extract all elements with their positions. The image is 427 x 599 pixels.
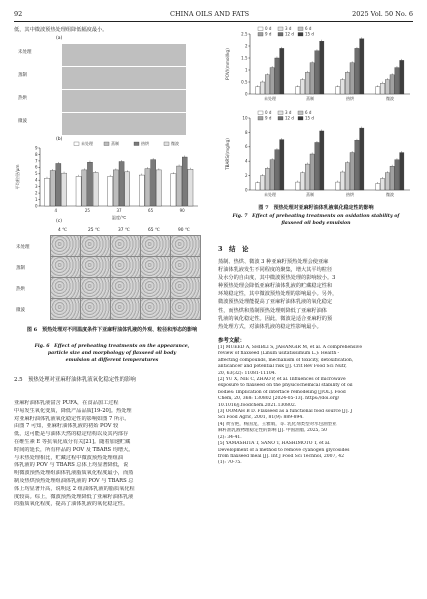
x-tick-label: 热烘 (346, 192, 354, 197)
micrograph-tile (80, 235, 111, 257)
x-tick-label: 25 (84, 208, 90, 213)
x-tick-label: 微波 (386, 192, 394, 197)
references-list (218, 345, 418, 467)
reference-line: Sci Food Agric, 2001, 81(9): 889-894. (218, 415, 304, 421)
bar (336, 182, 340, 190)
legend-swatch (298, 27, 303, 31)
photo-row-steamed (62, 67, 186, 89)
body-line: 制及热烘预热处理组油体乳液的 POV 与 TBARS 总 (14, 477, 134, 484)
bar (44, 178, 49, 206)
legend-swatch (74, 142, 79, 146)
conclusion-line: 及水分的自由度，其中微波预热处理的影响较小。3 (218, 275, 336, 282)
micrograph-tile (140, 277, 171, 299)
issue-info: 2025 Vol. 50 No. 6 (352, 10, 413, 18)
legend-swatch (278, 111, 283, 115)
legend-label: 3 d (285, 26, 292, 31)
legend-label: 9 d (265, 115, 272, 121)
legend-label: 0 d (265, 110, 272, 115)
bar (256, 183, 260, 190)
bar (360, 39, 364, 94)
micrograph-tile (140, 298, 171, 320)
legend-swatch (164, 142, 169, 146)
reference-line: review of flaxseed (Linum usitatissimum L.): Health - (218, 351, 340, 357)
body-line: 时间的延长，所有样品的 POV 及 TBARS 均增大。 (14, 446, 134, 453)
bar (280, 140, 284, 190)
body-line: 由图 7 可知，亚麻籽油体乳液的初始 POV 较 (14, 423, 119, 430)
y-tick-label: 2 (244, 43, 248, 49)
conclusion-line: 种预热处理会降低亚麻籽油体乳液的贮藏稳定性和 (218, 283, 333, 290)
row-label-microwave: 微波 (18, 119, 27, 124)
bar (355, 48, 359, 94)
legend-label: 蒸制 (111, 141, 119, 146)
y-axis-label: POV/(mmol/kg) (225, 48, 230, 80)
reference-line: bodies: Implication of interface remodeling [J/OL]. Food (218, 389, 346, 395)
reference-line: affecting compounds, mechanism of toxicity, detoxification, (218, 357, 354, 363)
micrograph-tile (80, 277, 111, 299)
reference-line: (1): 70-75. (218, 460, 242, 466)
legend-swatch (278, 27, 283, 31)
y-tick-label: 10 (242, 115, 248, 121)
reference-line: 麻籽油乳液物理稳定性的影响 [J]. 中国油脂, 2025, 50 (218, 428, 328, 434)
y-tick-label: 0 (34, 203, 38, 209)
legend-swatch (104, 142, 109, 146)
x-tick-label: 90 (179, 208, 185, 213)
panel-c-label: (c) (56, 219, 62, 224)
photo-row-untreated (62, 44, 186, 66)
reference-line: from flaxseed meal [J]. Int J Food Sci Technol, 2007, 42 (218, 453, 344, 459)
panel-b-label: (b) (56, 137, 63, 142)
body-line: 与未热处理相比，贮藏过程中微波预热处理组油 (14, 454, 123, 461)
body-line: 中易发生氧化变质，降低产品品质[19-20]。热处理 (14, 407, 132, 414)
conclusion-line: 籽油体乳液发生不同程度的聚集，增大其平均粒径 (218, 267, 333, 274)
bar (350, 63, 354, 94)
bar (139, 175, 144, 206)
body-line: 的脂质氧化程度，提高了油体乳液的氧化稳定性。 (14, 501, 129, 508)
legend-swatch (278, 117, 283, 121)
y-tick-label: 8 (34, 151, 38, 157)
conclusion-line: 微波预热处理能提高了亚麻籽油体乳液的氧化稳定 (218, 299, 333, 306)
reference-line: [4] 黄雪艳，杨国龙，王雅娟，等. 乳化剂类型对水包油型亚 (218, 421, 337, 427)
row-label-untreated: 未处理 (18, 50, 32, 55)
bar (336, 87, 340, 94)
bar (93, 172, 98, 206)
fig7-caption-en-1: Fig. 7 Effect of preheating treatments on oxidation stability of (232, 214, 400, 219)
bar (305, 164, 309, 190)
bar (177, 166, 182, 206)
y-tick-label: 4 (34, 177, 38, 183)
micro-temp-label: 25 ℃ (88, 228, 100, 233)
bar (275, 58, 279, 94)
y-tick-label: 6 (34, 164, 38, 170)
bar (188, 169, 193, 206)
fig6-caption-cn: 图 6 预热处理对不同温度条件下亚麻籽油体乳液的外观、粒径和形态的影响 (26, 327, 198, 333)
y-tick-label: 2 (244, 173, 248, 178)
micro-row-label: 热烘 (16, 287, 25, 292)
y-tick-label: 4 (244, 158, 248, 164)
bar (61, 173, 66, 206)
y-tick-label: 8 (244, 129, 248, 135)
fig7-tbars-chart (224, 106, 416, 202)
bar (260, 82, 264, 94)
legend-label: 微波 (171, 141, 179, 146)
y-tick-label: 5 (34, 171, 38, 177)
conclusion-line: 环境稳定性，其中微波预热处理的影响最小。另外， (218, 291, 338, 298)
photo-row-roasted (62, 90, 186, 112)
bar (156, 170, 161, 206)
x-tick-label: 热烘 (346, 96, 354, 101)
body-line: 体乳液的 POV 与 TBARS 总体上均显著降低，说 (14, 462, 129, 469)
x-tick-label: 4 (54, 208, 58, 213)
x-tick-label: 37 (116, 208, 122, 213)
micro-temp-label: 4 ℃ (58, 228, 67, 233)
bar (305, 72, 309, 94)
fig6-caption-en-3: emulsion at different temperatures (65, 358, 159, 363)
body-line: 明微波预热处理组油体乳液脂质氧化程度最小，而蒸 (14, 470, 134, 477)
bar (108, 176, 113, 206)
legend-swatch (258, 33, 263, 37)
bar (315, 51, 319, 94)
y-tick-label: 6 (244, 144, 248, 150)
bar (151, 160, 156, 206)
reference-line: [2] YU X, NIE C, ZHAO P, et al. Influences of microwave (218, 377, 346, 383)
bar (82, 170, 87, 206)
bar (256, 87, 260, 94)
bar (275, 150, 279, 190)
journal-name: CHINA OILS AND FATS (170, 10, 250, 18)
y-axis-label: 平均粒径/μm (15, 164, 20, 190)
micrograph-tile (170, 235, 201, 257)
conclusion-line: 热处理方式，对油体乳液的稳定性影响最小。 (218, 323, 322, 330)
micrograph-tile (50, 235, 81, 257)
bar (345, 72, 349, 94)
legend-label: 3 d (285, 110, 292, 115)
y-tick-label: 1.5 (241, 55, 248, 61)
reference-line: anticancer and potential risk [J]. Crit Rev Food Sci Nutr, (218, 364, 347, 370)
reference-line: Development of a method to remove cyanogen glycosides (218, 447, 350, 453)
bar (400, 153, 404, 190)
bar (113, 170, 118, 206)
bar (145, 169, 150, 206)
y-tick-label: 2.5 (241, 31, 248, 37)
micrograph-tile (80, 256, 111, 278)
bar (350, 153, 354, 190)
legend-label: 热烘 (141, 141, 149, 146)
bar (340, 80, 344, 94)
bar (395, 68, 399, 94)
bar (400, 60, 404, 94)
micrograph-tile (50, 277, 81, 299)
micrograph-tile (170, 256, 201, 278)
bar (125, 172, 130, 206)
legend-label: 0 d (265, 26, 272, 31)
row-label-roasted: 热烘 (18, 96, 27, 101)
bar (280, 48, 284, 94)
legend-swatch (298, 111, 303, 115)
conclusion-line: 乳液的氧化稳定性。因此，微波是适合亚麻籽的预 (218, 315, 333, 322)
micrograph-tile (50, 256, 81, 278)
bar (296, 182, 300, 190)
y-axis-label: TBARS/(mg/kg) (225, 138, 230, 170)
bar (265, 168, 269, 190)
micrograph-tile (140, 235, 171, 257)
legend-swatch (298, 117, 303, 121)
legend-label: 9 d (265, 31, 272, 37)
legend-swatch (258, 117, 263, 121)
bar (390, 75, 394, 94)
bar (310, 154, 314, 190)
y-tick-label: 3 (34, 184, 38, 190)
y-tick-label: 7 (34, 158, 38, 164)
micrograph-tile (110, 256, 141, 278)
body-line: 度较高。综上，微波预热处理降低了亚麻籽油体乳液 (14, 493, 134, 500)
bar (171, 174, 176, 206)
header-rule (14, 21, 413, 22)
panel-a-label: (a) (56, 36, 63, 41)
section-3-heading: 3 结 论 (218, 245, 249, 253)
bar (270, 160, 274, 190)
body-line: 在维生素 E 等抗氧化成分有关[21]。随着加速贮藏 (14, 438, 131, 445)
bar (355, 140, 359, 190)
bar (76, 176, 81, 206)
fig7-pov-chart (224, 24, 416, 104)
bar (320, 41, 324, 94)
y-tick-label: 0.5 (241, 79, 248, 85)
legend-label: 15 d (305, 115, 314, 121)
micro-row-label: 蒸制 (16, 266, 25, 271)
bar (340, 172, 344, 190)
bar (182, 157, 187, 206)
bar (265, 75, 269, 94)
legend-swatch (278, 33, 283, 37)
conclusion-line: 性，而热烘和蒸制预热处理则降低了亚麻籽油体 (218, 307, 327, 314)
conclusion-body (218, 258, 414, 331)
legend-swatch (258, 111, 263, 115)
bar (87, 162, 92, 206)
body-line: 体上均显著升高，说明这 2 组油体乳液的脂质氧化程 (14, 485, 135, 492)
x-tick-label: 65 (148, 208, 154, 213)
row-label-steamed: 蒸制 (18, 73, 27, 78)
micrograph-tile (110, 298, 141, 320)
y-tick-label: 1 (244, 67, 248, 73)
bar (385, 80, 389, 94)
body-line: 低，这可能是与油体天然的稳定结构以及其内部存 (14, 431, 129, 438)
x-tick-label: 微波 (386, 96, 394, 101)
bar (300, 80, 304, 94)
legend-label: 6 d (305, 26, 312, 31)
bar (56, 163, 61, 206)
bar (380, 83, 384, 94)
legend-label: 15 d (305, 31, 314, 37)
y-tick-label: 1 (34, 196, 38, 202)
x-axis-label: 温度/℃ (111, 215, 127, 220)
bar (50, 171, 55, 206)
y-tick-label: 0 (244, 187, 248, 193)
micrograph-tile (140, 256, 171, 278)
x-tick-label: 未处理 (264, 192, 276, 197)
micro-temp-label: 37 ℃ (118, 228, 130, 233)
bar (390, 166, 394, 190)
bar (376, 184, 380, 190)
body-line: 对亚麻籽油体乳液氧化稳定性的影响如图 7 所示。 (14, 415, 130, 422)
micrograph-tile (170, 277, 201, 299)
micro-temp-label: 65 ℃ (148, 228, 160, 233)
reference-line: 10.1016/j.foodchem.2021.130802. (218, 402, 297, 408)
bar (376, 87, 380, 94)
legend-label: 12 d (285, 31, 294, 37)
intro-line: 低，其中微波预热处理组降低幅度最小。 (14, 27, 108, 33)
legend-label: 12 d (285, 115, 294, 121)
fig6-caption-en-2: particle size and morphology of flaxseed oil body (47, 351, 177, 356)
micro-row-label: 微波 (16, 308, 25, 313)
bar (380, 178, 384, 190)
conclusion-line: 蒸制、热烘、微波 3 种亚麻籽预热处理会使亚麻 (218, 259, 329, 265)
photo-row-microwave (62, 113, 186, 135)
reference-line: [5] YAMASHITA T, SANO T, HASHIMOTO T, et al. (218, 441, 331, 447)
references-title: 参考文献： (218, 338, 245, 344)
micrograph-tile (110, 277, 141, 299)
fig6-caption-en-1: Fig. 6 Effect of preheating treatments on the appearance, (34, 344, 190, 349)
x-tick-label: 蒸制 (306, 96, 314, 101)
reference-line: 20, 63(32): 11081-11104. (218, 370, 277, 376)
micrograph-tile (170, 298, 201, 320)
bar (310, 63, 314, 94)
bar (385, 173, 389, 190)
micro-row-label: 未处理 (16, 245, 30, 250)
legend-swatch (134, 142, 139, 146)
bar (320, 131, 324, 190)
bar (345, 163, 349, 190)
body-line: 亚麻籽油体乳液富含 PUFA，在食品加工过程 (14, 400, 119, 406)
section-2-5-heading: 2.5 预热处理对亚麻籽油体乳液氧化稳定性的影响 (14, 377, 136, 383)
bar (315, 142, 319, 190)
section-2-5-body (14, 400, 210, 509)
micrograph-tile (80, 298, 111, 320)
legend-swatch (258, 27, 263, 31)
fig7-caption-cn: 图 7 预热处理对亚麻籽油体乳液氧化稳定性的影响 (258, 205, 374, 211)
micrograph-tile (110, 235, 141, 257)
bar (296, 87, 300, 94)
reference-line: exposure to flaxseed on the physicochemical stability of oil (218, 383, 353, 389)
legend-label: 6 d (305, 110, 312, 115)
bar (119, 162, 124, 206)
bar (300, 173, 304, 190)
x-tick-label: 蒸制 (306, 192, 314, 197)
bar (360, 128, 364, 190)
reference-line: Chem, 20, 368: 130802 [2024-05-13]. https://doi.org/ (218, 396, 340, 402)
page-number: 92 (14, 10, 23, 18)
reference-line: [3] OOMAH B D. Flaxseed as a functional food source [J]. J (218, 409, 353, 415)
bar (270, 68, 274, 94)
y-tick-label: 9 (34, 145, 38, 151)
micrograph-tile (50, 298, 81, 320)
legend-label: 未处理 (81, 141, 93, 146)
y-tick-label: 0 (244, 91, 248, 97)
reference-line: [1] MUEED A, SHIBLI S, JAHANGIR M, et al. A comprehensive (218, 345, 362, 350)
bar (395, 160, 399, 190)
x-tick-label: 未处理 (264, 96, 276, 101)
legend-swatch (298, 33, 303, 37)
fig7-caption-en-2: flaxseed oil body emulsion (281, 221, 351, 226)
fig6-size-chart (14, 140, 204, 220)
y-tick-label: 2 (34, 190, 38, 196)
bar (260, 176, 264, 190)
reference-line: (2): 34-41. (218, 434, 242, 440)
micro-temp-label: 90 ℃ (178, 228, 190, 233)
